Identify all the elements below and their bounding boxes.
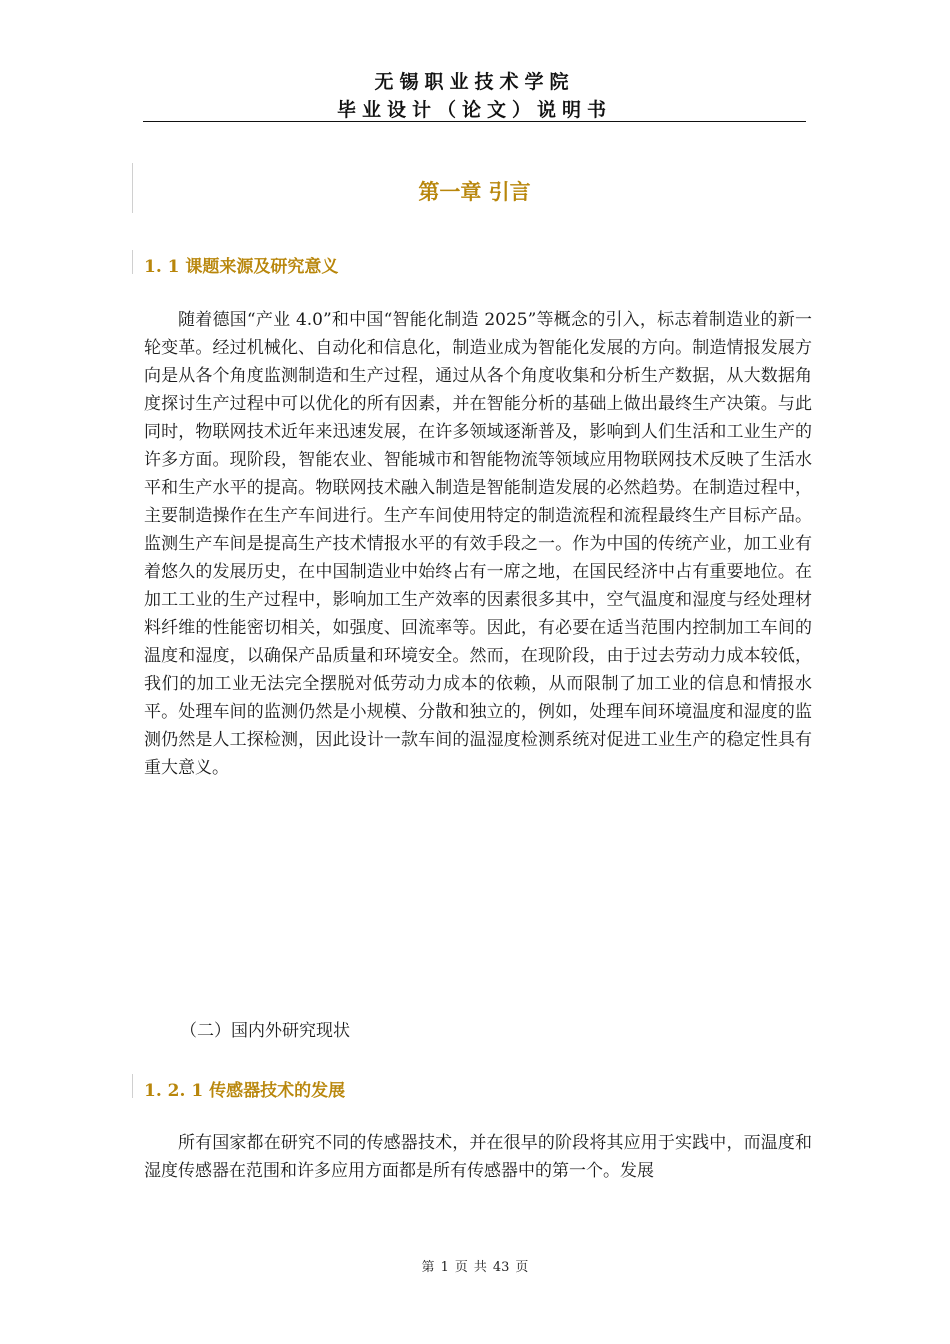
section-heading: 1. 1 课题来源及研究意义 [144,257,339,277]
current-page-number: 1 [440,1260,449,1275]
page-header [143,68,806,124]
school-name: 无锡职业技术学院 [374,71,575,93]
footer-prefix: 第 [421,1260,435,1275]
heading-marker-bar [132,1074,133,1098]
body-paragraph [144,1129,812,1185]
page-footer [0,1256,950,1275]
heading-marker-bar [132,163,133,213]
paragraph-text: 所有国家都在研究不同的传感器技术，并在很早的阶段将其应用于实践中，而温度和湿度传感器在范围和许多应用方面都是所有传感器中的第一个。发展 [144,1133,812,1181]
heading-marker-bar [132,250,133,274]
paragraph-text: 随着德国“产业 4.0”和中国“智能化制造 2025”等概念的引入，标志着制造业的新一轮变革。经过机械化、自动化和信息化，制造业成为智能化发展的方向。制造情报发展方向是从各个角度监测制造和生产过程，通过从各个角度收集和分析生产数据，从大数据角度探讨生产过程中可以优化的所有因素，并在智能分析的基础上做出最终生产决策。与此同时，物联网技术近年来迅速发展，在许多领域逐渐普及，影响到人们生活和工业生产的许多方面。现阶段，智能农业、智能城市和智能物流等领域应用物联网技术反映了生活水平和生产水平的提高。物联网技术融入制造是智能制造发展的必然趋势。在制造过程中，主要制造操作在生产车间进行。生产车间使用特定的制造流程和流程最终生产目标产品。监测生产车间是提高生产技术情报水平的有效手段之一。作为中国的传统产业，加工业有着悠久的发展历史，在中国制造业中始终占有一席之地，在国民经济中占有重要地位。在加工工业的生产过程中，影响加工生产效率的因素很多其中，空气温度和湿度与经处理材料纤维的性能密切相关，如强度、回流率等。因此，有必要在适当范围内控制加工车间的温度和湿度，以确保产品质量和环境安全。然而，在现阶段，由于过去劳动力成本较低，我们的加工业无法完全摆脱对低劳动力成本的依赖，从而限制了加工业的信息和情报水平。处理车间的监测仍然是小规模、分散和独立的，例如，处理车间环境温度和湿度的监测仍然是人工探检测，因此设计一款车间的温湿度检测系统对促进工业生产的稳定性具有重大意义。 [144,310,812,778]
body-paragraph [144,306,812,782]
document-type: 毕业设计（论文）说明书 [336,99,612,121]
footer-page-word: 页 [454,1260,468,1275]
section-heading: 1. 2. 1 传感器技术的发展 [144,1081,346,1101]
subheading: （二）国内外研究现状 [180,1021,350,1041]
header-rule [143,121,806,122]
footer-suffix: 页 [515,1260,529,1275]
chapter-title: 第一章 引言 [418,179,531,204]
total-page-count: 43 [492,1260,510,1275]
footer-total-word: 共 [473,1260,487,1275]
